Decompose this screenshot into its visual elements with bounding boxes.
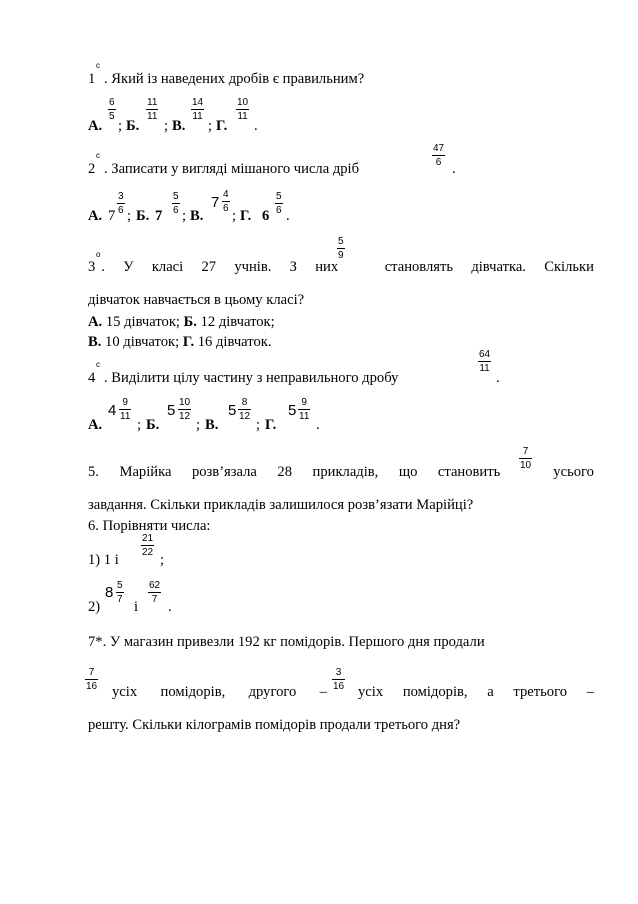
q5-line-1: 5. Марійка розв’язала 28 прикладів, що становить усього — [88, 464, 594, 480]
q4-option-c-label: В. — [205, 417, 219, 433]
q3-line-1: 3 . У класі 27 учнів. З них становлять дівчатка. Скільки — [88, 259, 594, 275]
period: . — [496, 370, 500, 386]
q4-option-a-label: А. — [88, 417, 103, 433]
whole-part: 5 — [228, 402, 237, 419]
period: . — [168, 599, 172, 615]
q7-line-3: решту. Скільки кілограмів помідорів продали третього дня? — [88, 717, 461, 733]
q7-line-2b: усіх помідорів, а третього – — [358, 684, 594, 700]
q2-text: . Записати у вигляді мішаного числа дріб — [104, 161, 360, 177]
fraction: 5 6 — [173, 191, 179, 216]
whole-part: 6 — [262, 208, 270, 224]
q1-option-a-label: А. — [88, 118, 103, 134]
separator: ; — [182, 208, 187, 224]
separator: ; — [118, 118, 123, 134]
fraction: 7 10 — [520, 446, 532, 471]
fraction: 11 11 — [147, 97, 158, 122]
whole-part: 7 — [211, 194, 220, 211]
separator: ; — [164, 118, 169, 134]
period: . — [452, 161, 456, 177]
fraction: 9 11 — [120, 397, 131, 422]
separator: ; — [137, 417, 142, 433]
fraction: 5 9 — [338, 236, 344, 261]
q4-option-d-label: Г. — [265, 417, 277, 433]
fraction: 3 16 — [333, 667, 345, 692]
fraction: 5 6 — [276, 191, 282, 216]
whole-part: 7 — [155, 208, 163, 224]
q1-option-c-label: В. — [172, 118, 186, 134]
q2-option-a-label: А. — [88, 208, 103, 224]
q2-number: 2 — [88, 161, 96, 177]
q6-title: 6. Порівняти числа: — [88, 518, 211, 534]
separator: ; — [256, 417, 261, 433]
fraction: 9 11 — [299, 397, 310, 422]
fraction: 3 6 — [118, 191, 124, 216]
fraction: 14 11 — [192, 97, 204, 122]
difficulty-mark: c — [96, 360, 100, 369]
difficulty-mark: c — [96, 151, 100, 160]
separator: ; — [196, 417, 201, 433]
q3-options-row-1: А. 15 дівчаток; Б. 12 дівчаток; — [88, 314, 275, 330]
fraction: 10 11 — [237, 97, 249, 122]
q7-line-2a: усіх помідорів, другого – — [112, 684, 327, 700]
separator: ; — [127, 208, 132, 224]
q2-option-d-label: Г. — [240, 208, 252, 224]
separator: . — [254, 118, 258, 134]
fraction: 4 6 — [223, 189, 229, 214]
difficulty-mark: c — [96, 61, 100, 70]
fraction: 21 22 — [142, 533, 154, 558]
whole-part: 5 — [288, 402, 297, 419]
fraction: 6 5 — [109, 97, 115, 122]
whole-part: 5 — [167, 402, 176, 419]
separator: ; — [160, 552, 165, 568]
q3-line-2: дівчаток навчається в цьому класі? — [88, 292, 305, 308]
q1-option-d-label: Г. — [216, 118, 228, 134]
q6-item-1: 1) 1 і — [88, 552, 119, 568]
whole-part: 7 — [108, 208, 116, 224]
q1-option-b-label: Б. — [126, 118, 140, 134]
q2-option-b-label: Б. — [136, 208, 150, 224]
q5-line-2: завдання. Скільки прикладів залишилося розв’язати Марійці? — [88, 497, 474, 513]
whole-part: 8 — [105, 584, 114, 601]
fraction: 10 12 — [179, 397, 191, 422]
fraction: 64 11 — [479, 349, 491, 374]
q4-option-b-label: Б. — [146, 417, 160, 433]
q3-options-row-2: В. 10 дівчаток; Г. 16 дівчаток. — [88, 334, 272, 350]
q1-text: . Який із наведених дробів є правильним? — [104, 71, 365, 87]
fraction: 8 12 — [239, 397, 251, 422]
fraction: 62 7 — [149, 580, 161, 605]
fraction: 47 6 — [433, 143, 445, 168]
q1-number: 1 — [88, 71, 96, 87]
q4-text: . Виділити цілу частину з неправильного дробу — [104, 370, 399, 386]
fraction: 5 7 — [117, 580, 123, 605]
q6-item-2: 2) — [88, 599, 101, 615]
period: . — [316, 417, 320, 433]
q4-number: 4 — [88, 370, 96, 386]
separator: ; — [232, 208, 237, 224]
q2-option-c-label: В. — [190, 208, 204, 224]
conjunction: і — [134, 599, 139, 615]
fraction: 7 16 — [86, 667, 98, 692]
period: . — [286, 208, 290, 224]
q7-line-1: 7*. У магазин привезли 192 кг помідорів. Першого дня продали — [88, 634, 485, 650]
difficulty-mark: o — [96, 250, 101, 259]
whole-part: 4 — [108, 402, 117, 419]
separator: ; — [208, 118, 213, 134]
